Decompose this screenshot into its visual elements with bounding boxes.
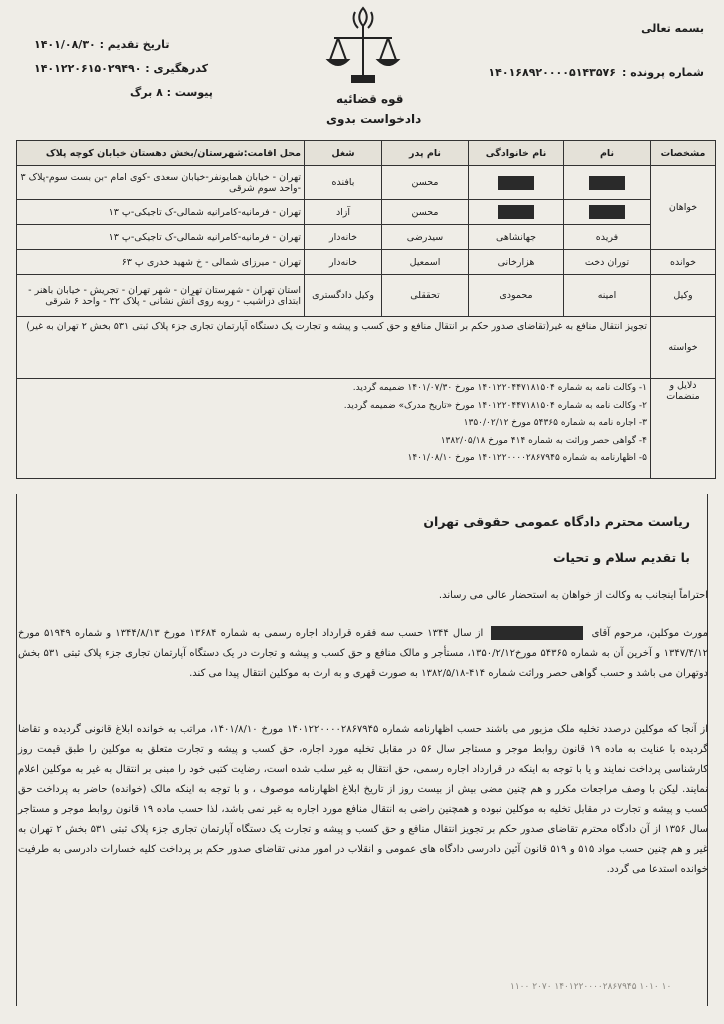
court-address: ریاست محترم دادگاه عمومی حقوقی تهران [423,514,690,529]
row-family: جهانشاهی [469,225,564,250]
form-title: دادخواست بدوی [326,112,422,126]
intro-paragraph: احتراماً اینجانب به وکالت از خواهان به استحضار عالی می رساند. [438,590,708,601]
para1-start: مورث موکلین، مرحوم آقای [591,628,709,639]
greeting: با تقدیم سلام و تحیات [553,550,690,565]
evidence-item: ۱- وکالت نامه به شماره ۱۴۰۱۲۲۰۴۴۷۱۸۱۵۰۴ مورخ ۱۴۰۱/۰۷/۳۰ ضمیمه گردید. [352,383,647,393]
col-header-father: نام پدر [382,141,469,166]
submit-date: تاریخ تقدیم : ۱۴۰۱/۰۸/۳۰ [34,38,170,51]
paragraph-2: از آنجا که موکلین درصدد تخلیه ملک مزبور می باشند حسب اظهارنامه شماره ۱۴۰۱۲۲۰۰۰۰۲۸۶۷۹۴۵ مورخ ۱۴۰۱/۸/۱۰، مراتب به خوانده ابلاغ قانونی گردیده و تقاضا گردیده با عنایت به ماده ۱۹ قانون روابط موجر و مستاجر سال ۵۶ در مقابل تخلیه مورد اجاره، حق کسب و پیشه و تجارت متعلق به موکلین را طبق قیمت روز کارشناسی پرداخت نمایند و یا با توجه به اینکه در قرارداد اجاره رسمی، حق انتقال به غیر سلب شده است، رضایت کتبی خود را مبنی بر انتقال به غیر به موکلین اعلام نمایند. لیکن با وصف مراجعات مکرر و هم چنین مضی بیش از بیست روز از تاریخ ابلاغ اظهارنامه موصوف ، و با توجه به اینکه مالک (خوانده) حاضر به پرداخت حق کسب و پیشه و تجارت در مقابل تخلیه به موکلین نبوده و همچنین راضی به انتقال منافع مورد اجاره به غیر نمی باشد، لذا حسب ماده ۱۹ قانون روابط موجر و مستاجر سال ۱۳۵۶ از آن دادگاه محترم تقاضای صدور حکم بر تجویز انتقال منافع و حق کسب و پیشه و تجارت یک دستگاه آپارتمان تجاری جزء پلاک ثبتی ۵۳۱ بخش ۲ تهران به غیر و هم چنین حسب مواد ۵۱۵ و ۵۱۹ قانون آئین دادرسی دادگاه های عمومی و انقلاب در امور مدنی تقاضای صدور حکم بر پرداخت کلیه خسارات دادرسی به طرفیت خوانده استدعا می گردد. [18,724,709,875]
row-name: امینه [564,275,651,317]
row-address: تهران - فرمانیه-کامرانیه شمالی-ک تاجیکی-پ ۱۳ [17,225,305,250]
evidence-item: ۴- گواهی حصر وراثت به شماره ۴۱۴ مورخ ۱۳۸۲/۰۵/۱۸ [440,435,647,446]
col-header-address: محل اقامت:شهرستان/بخش دهستان خیابان کوچه پلاک [17,141,305,166]
judiciary-title: قوه قضائیه [336,92,404,106]
row-job: وکیل دادگستری [305,275,382,317]
request-text: تجویز انتقال منافع به غیر(تقاضای صدور حکم بر انتقال منافع و حق کسب و پیشه و تجارت یک دستگاه آپارتمان تجاری جزء پلاک ثبتی ۵۳۱ بخش ۲ تهران به غیر) [17,317,651,379]
row-address: استان تهران - شهرستان تهران - شهر تهران - تجریش - خیابان باهنر - ابتدای دزاشیب - روبه روی آتش نشانی - پلاک ۳۲ - واحد ۶ شرقی [17,275,305,317]
row-name: توران دخت [564,250,651,275]
tracking-code: کدرهگیری : ۱۴۰۱۲۲۰۶۱۵۰۲۹۴۹۰ [34,62,209,75]
evidence-item: ۳- اجاره نامه به شماره ۵۴۳۶۵ مورخ ۱۳۵۰/۰۲/۱۲ [463,418,647,428]
col-header-name: نام [564,141,651,166]
row-name: فریده [564,225,651,250]
redacted-name [491,626,583,640]
para1-rest: از سال ۱۳۴۴ حسب سه فقره قرارداد اجاره رسمی به شماره ۱۳۶۸۴ مورخ ۱۳۴۴/۸/۱۳ و شماره ۵۱۹۴۹ مورخ ۱۳۴۷/۴/۱۲ و آخرین آن به شماره ۵۴۳۶۵ مورخ۱۳۵۰/۲/۱۲، مستأجر و مالک منافع و حق کسب و پیشه و تجارت در یک دستگاه آپارتمان تجاری جزء پلاک ثبتی ۵۳۱ بخش دوتهران می باشد و حسب گواهی حصر وراثت شماره ۴۱۴-۱۳۸۲/۵/۱۸ به صورت قهری و به ارث به موکلین انتقال پیدا می کند. [18,628,708,679]
row-father: محسن [382,166,469,200]
row-father: اسمعیل [382,250,469,275]
row-job: آزاد [305,200,382,225]
redacted-family [498,176,534,190]
faint-footer: ۱۱۰۰ ۲۰۷۰ ۱۴۰۱۲۲۰۰۰۰۲۸۶۷۹۴۵ ۱۰۱۰ ۱۰ [510,982,672,992]
case-number-label: شماره پرونده : [622,66,704,79]
row-father: تحققلی [382,275,469,317]
row-father: سیدرضی [382,225,469,250]
judiciary-emblem-icon [322,4,404,86]
evidence-list [17,379,651,479]
paragraph-1 [18,624,708,684]
col-header-family: نام خانوادگی [469,141,564,166]
col-header-role: مشخصات [651,141,716,166]
role-evidence: دلایل و منضمات [651,379,716,479]
row-job: خانه‌دار [305,225,382,250]
evidence-item: ۵- اظهارنامه به شماره ۱۴۰۱۲۲۰۰۰۰۲۸۶۷۹۴۵ مورخ ۱۴۰۱/۰۸/۱۰ [407,453,647,463]
parties-table [16,140,716,479]
row-address: تهران - میرزای شمالی - خ شهید خدری پ ۶۳ [17,250,305,275]
role-defendant: خوانده [651,250,716,275]
basmala: بسمه تعالی [641,22,704,35]
attachment-count: پیوست : ۸ برگ [130,86,213,99]
case-number: ۱۴۰۱۶۸۹۲۰۰۰۰۵۱۴۳۵۷۶ [488,66,616,79]
evidence-item: ۲- وکالت نامه به شماره ۱۴۰۱۲۲۰۴۴۷۱۸۱۵۰۴ مورخ «تاریخ مدرک» ضمیمه گردید. [343,400,647,411]
role-request: خواسته [651,317,716,379]
role-lawyer: وکیل [651,275,716,317]
redacted-name [589,176,625,190]
row-father: محسن [382,200,469,225]
row-address: تهران - خیابان همایونفر-خیابان سعدی -کوی امام -بن بست سوم-پلاک ۳ -واحد سوم شرقی [17,166,305,200]
row-address: تهران - فرمانیه-کامرانیه شمالی-ک تاجیکی-پ ۱۳ [17,200,305,225]
row-family: هزارخانی [469,250,564,275]
row-family: محمودی [469,275,564,317]
col-header-job: شغل [305,141,382,166]
row-job: بافنده [305,166,382,200]
role-plaintiff: خواهان [651,166,716,250]
row-job: خانه‌دار [305,250,382,275]
redacted-family [498,205,534,219]
redacted-name [589,205,625,219]
